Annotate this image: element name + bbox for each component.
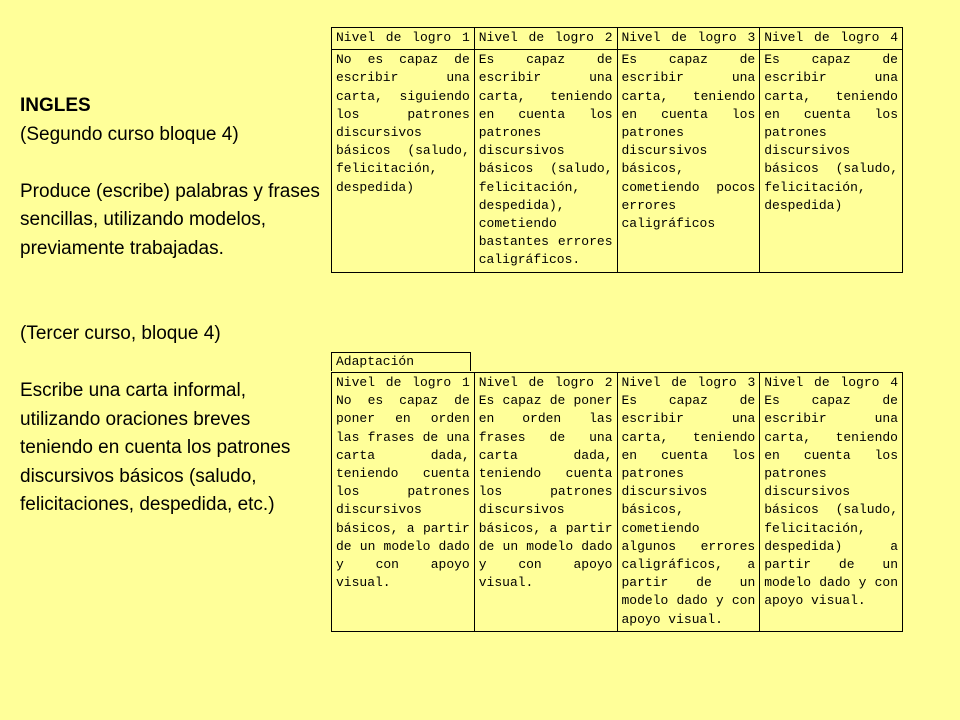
cell-level-3 <box>617 373 760 632</box>
header-level-1: Nivel de logro 1 <box>332 28 475 50</box>
adaptation-label: Adaptación <box>331 352 471 371</box>
cell-level-4-text: Es capaz de escribir una carta, teniendo en cuenta los patrones discursivos básicos (saludo, felicitación, despedida) a partir de un modelo dado y con apoyo visual. <box>764 393 898 609</box>
cell-level-2-text: Es capaz de poner en orden las frases de una carta dada, teniendo cuenta los patrones discursivos básicos, a partir de un modelo dado y con apoyo visual. <box>478 393 613 591</box>
table-row <box>332 373 903 632</box>
subject-title: INGLES <box>20 95 91 116</box>
cell-level-3: Es capaz de escribir una carta, teniendo en cuenta los patrones discursivos básicos, cometiendo pocos errores caligráficos <box>617 50 760 272</box>
cell-level-3-text: Es capaz de escribir una carta, teniendo en cuenta los patrones discursivos básicos, cometiendo algunos errores caligráficos, a partir de un modelo dado y con apoyo visual. <box>621 393 756 627</box>
header-level-3: Nivel de logro 3 <box>617 28 760 50</box>
rubric-table-2 <box>331 372 903 632</box>
cell-level-2: Es capaz de escribir una carta, teniendo en cuenta los patrones discursivos básicos (saludo, felicitación, despedida), cometiendo bastantes errores caligráficos. <box>474 50 617 272</box>
objective-3-text: Escribe una carta informal, utilizando oraciones breves teniendo en cuenta los patrones discursivos básicos (saludo, felicitaciones, despedida, etc.) <box>20 380 291 515</box>
header-level-3: Nivel de logro 3 <box>621 375 756 390</box>
header-level-2: Nivel de logro 2 <box>478 375 613 390</box>
rubric-table-1 <box>331 27 903 273</box>
cell-level-1 <box>332 373 475 632</box>
cell-level-4 <box>760 373 903 632</box>
header-level-4: Nivel de logro 4 <box>764 375 898 390</box>
cell-level-1: No es capaz de escribir una carta, siguiendo los patrones discursivos básicos (saludo, felicitación, despedida) <box>332 50 475 272</box>
cell-level-2 <box>474 373 617 632</box>
cell-level-1-text: No es capaz de poner en orden las frases de una carta dada, teniendo cuenta los patrones discursivos básicos, a partir de un modelo dado y con apoyo visual. <box>336 393 470 591</box>
left-description <box>20 92 320 520</box>
table-row <box>332 50 903 272</box>
header-level-4: Nivel de logro 4 <box>760 28 903 50</box>
header-level-2: Nivel de logro 2 <box>474 28 617 50</box>
objective-2-text: Produce (escribe) palabras y frases sencillas, utilizando modelos, previamente trabajadas. <box>20 180 320 259</box>
table-header-row <box>332 28 903 50</box>
course-2-label: (Segundo curso bloque 4) <box>20 123 239 145</box>
cell-level-4: Es capaz de escribir una carta, teniendo en cuenta los patrones discursivos básicos (saludo, felicitación, despedida) <box>760 50 903 272</box>
course-3-label: (Tercer curso, bloque 4) <box>20 323 221 344</box>
header-level-1: Nivel de logro 1 <box>336 375 470 390</box>
